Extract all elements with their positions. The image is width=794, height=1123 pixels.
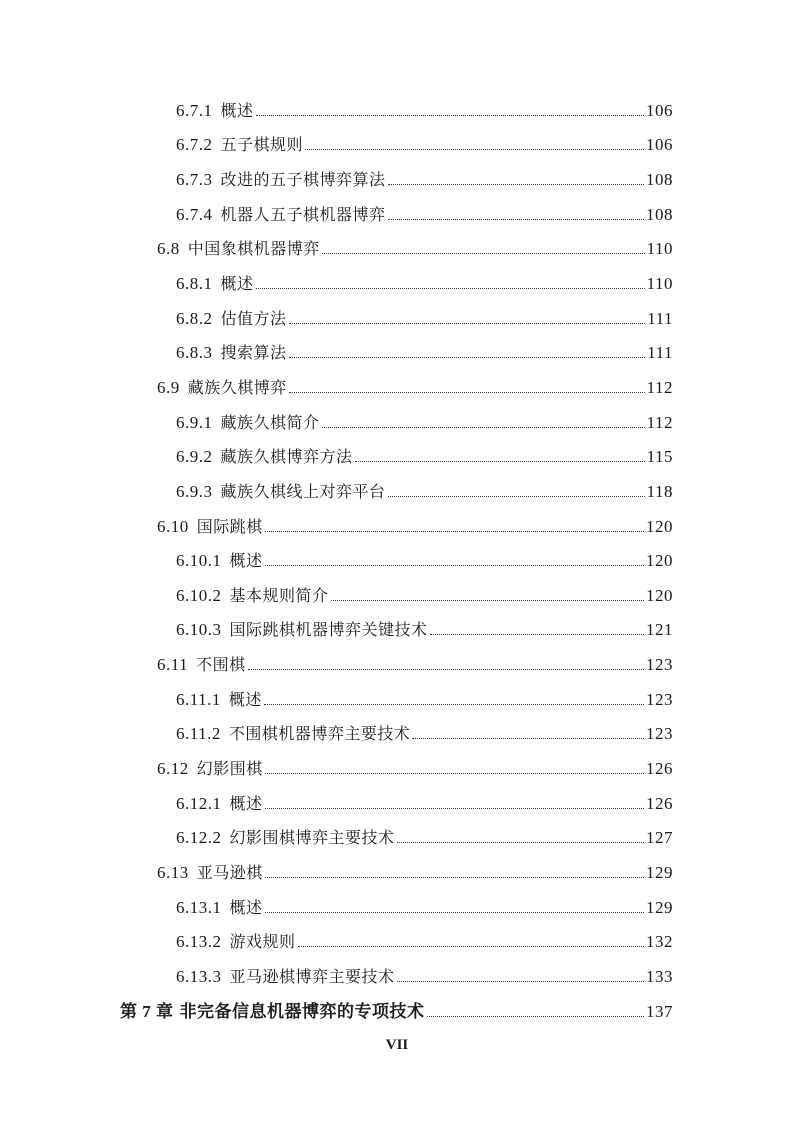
toc-entry-title: 游戏规则	[229, 932, 296, 952]
toc-entry-line	[176, 167, 673, 190]
dot-leader	[427, 1016, 645, 1017]
toc-entry-page: 108	[646, 170, 673, 190]
toc-subsection-entry[interactable]	[0, 542, 794, 577]
toc-entry-number: 6.13.1	[176, 897, 222, 917]
toc-entry-number: 6.9.3	[176, 481, 213, 501]
toc-subsection-entry[interactable]	[0, 923, 794, 958]
toc-entry-line	[176, 202, 673, 225]
toc-entry-page: 120	[646, 516, 673, 536]
toc-subsection-entry[interactable]	[0, 127, 794, 162]
toc-entry-title: 亚马逊棋	[196, 862, 263, 882]
toc-entry-title: 机器人五子棋机器博弈	[220, 204, 386, 224]
toc-entry-line	[176, 306, 673, 329]
toc-entry-line	[176, 410, 673, 433]
toc-section-entry[interactable]	[0, 854, 794, 889]
toc-entry-line	[176, 895, 673, 918]
toc-entry-title: 概述	[229, 897, 263, 917]
dot-leader	[355, 461, 645, 462]
toc-entry-line	[176, 791, 673, 814]
toc-entry-line	[157, 236, 673, 259]
toc-entry-line	[157, 514, 673, 537]
dot-leader	[265, 531, 644, 532]
dot-leader	[388, 496, 645, 497]
toc-subsection-entry[interactable]	[0, 438, 794, 473]
toc-entry-number: 6.8.3	[176, 343, 213, 363]
toc-entry-number: 6.11	[157, 655, 189, 675]
toc-entry-title: 藏族久棋博弈	[187, 377, 287, 397]
toc-entry-number: 6.7.1	[176, 100, 213, 120]
toc-entry-number: 6.8	[157, 239, 180, 259]
toc-entry-line	[157, 375, 673, 398]
toc-entry-page: 129	[646, 862, 673, 882]
toc-subsection-entry[interactable]	[0, 196, 794, 231]
toc-entry-page: 106	[646, 100, 673, 120]
toc-subsection-entry[interactable]	[0, 785, 794, 820]
toc-entry-title: 中国象棋机器博弈	[187, 239, 320, 259]
toc-entry-page: 127	[646, 828, 673, 848]
dot-leader	[265, 773, 644, 774]
toc-entry-page: 123	[646, 724, 673, 744]
toc-entry-number: 6.11.1	[176, 689, 221, 709]
dot-leader	[388, 219, 644, 220]
toc-section-entry[interactable]	[0, 369, 794, 404]
toc-entry-title: 藏族久棋博弈方法	[220, 447, 353, 467]
toc-entry-line	[176, 444, 673, 467]
toc-entry-title: 搜索算法	[220, 343, 287, 363]
toc-entry-line	[176, 687, 673, 710]
dot-leader	[430, 634, 644, 635]
page-number: VII	[385, 1037, 409, 1053]
toc-entry-page: 133	[646, 966, 673, 986]
toc-section-entry[interactable]	[0, 231, 794, 266]
toc-section-entry[interactable]	[0, 646, 794, 681]
toc-entry-line	[176, 583, 673, 606]
toc-entry-title: 概述	[229, 793, 263, 813]
toc-subsection-entry[interactable]	[0, 92, 794, 127]
toc-chapter-entry[interactable]	[0, 993, 794, 1028]
dot-leader	[298, 946, 644, 947]
dot-leader	[256, 288, 645, 289]
toc-entry-title: 改进的五子棋博弈算法	[220, 170, 386, 190]
toc-subsection-entry[interactable]	[0, 265, 794, 300]
dot-leader	[265, 912, 644, 913]
dot-leader	[305, 149, 644, 150]
toc-entry-page: 118	[646, 481, 673, 501]
toc-entry-number: 6.8.2	[176, 308, 213, 328]
toc-entry-number: 6.9	[157, 377, 180, 397]
toc-entry-line	[157, 652, 673, 675]
toc-entry-line	[120, 997, 673, 1022]
toc-entry-title: 非完备信息机器博弈的专项技术	[179, 1002, 425, 1023]
toc-entry-page: 132	[646, 932, 673, 952]
toc-entry-line	[157, 860, 673, 883]
toc-entry-page: 106	[646, 135, 673, 155]
toc-entry-number: 6.7.2	[176, 135, 213, 155]
toc-entry-page: 137	[646, 1002, 673, 1022]
toc-entry-page: 112	[646, 377, 673, 397]
toc-entry-number: 第 7 章	[120, 1002, 174, 1022]
toc-entry-number: 6.13.2	[176, 932, 222, 952]
toc-entry-title: 基本规则简介	[229, 585, 329, 605]
toc-entry-page: 129	[646, 897, 673, 917]
toc-entry-title: 藏族久棋线上对弈平台	[220, 481, 386, 501]
toc-entry-line	[176, 98, 673, 121]
toc-entry-page: 120	[646, 551, 673, 571]
dot-leader	[322, 427, 645, 428]
toc-subsection-entry[interactable]	[0, 473, 794, 508]
table-of-contents	[0, 92, 794, 1027]
toc-entry-page: 123	[646, 655, 673, 675]
toc-entry-title: 国际跳棋	[196, 516, 263, 536]
toc-entry-line	[176, 548, 673, 571]
toc-entry-title: 概述	[229, 551, 263, 571]
toc-entry-number: 6.12	[157, 758, 189, 778]
toc-entry-page: 120	[646, 585, 673, 605]
toc-entry-number: 6.12.2	[176, 828, 222, 848]
dot-leader	[388, 184, 644, 185]
toc-entry-number: 6.11.2	[176, 724, 221, 744]
toc-entry-title: 国际跳棋机器博弈关键技术	[229, 620, 428, 640]
toc-entry-line	[176, 825, 673, 848]
toc-entry-title: 不围棋	[196, 655, 246, 675]
dot-leader	[248, 669, 644, 670]
toc-subsection-entry[interactable]	[0, 334, 794, 369]
dot-leader	[265, 808, 644, 809]
toc-entry-line	[176, 721, 673, 744]
toc-subsection-entry[interactable]	[0, 889, 794, 924]
toc-entry-number: 6.13	[157, 862, 189, 882]
toc-entry-page: 121	[646, 620, 673, 640]
dot-leader	[397, 981, 644, 982]
toc-entry-title: 概述	[220, 100, 254, 120]
toc-entry-number: 6.8.1	[176, 274, 213, 294]
toc-entry-page: 126	[646, 793, 673, 813]
dot-leader	[331, 600, 644, 601]
toc-entry-page: 115	[646, 447, 673, 467]
toc-entry-page: 110	[646, 239, 673, 259]
toc-entry-line	[176, 271, 673, 294]
toc-entry-page: 110	[646, 274, 673, 294]
toc-entry-line	[176, 929, 673, 952]
dot-leader	[397, 842, 644, 843]
toc-subsection-entry[interactable]	[0, 300, 794, 335]
dot-leader	[264, 704, 644, 705]
toc-entry-title: 五子棋规则	[220, 135, 304, 155]
dot-leader	[289, 323, 646, 324]
toc-entry-title: 估值方法	[220, 308, 287, 328]
toc-subsection-entry[interactable]	[0, 958, 794, 993]
toc-entry-number: 6.10.2	[176, 585, 222, 605]
toc-subsection-entry[interactable]	[0, 612, 794, 647]
toc-entry-number: 6.7.4	[176, 204, 213, 224]
toc-entry-line	[176, 340, 673, 363]
toc-entry-title: 幻影围棋	[196, 758, 263, 778]
toc-entry-page: 112	[646, 412, 673, 432]
dot-leader	[412, 738, 644, 739]
toc-subsection-entry[interactable]	[0, 681, 794, 716]
toc-entry-line	[157, 756, 673, 779]
toc-entry-title: 幻影围棋博弈主要技术	[229, 828, 395, 848]
toc-entry-number: 6.9.2	[176, 447, 213, 467]
dot-leader	[265, 565, 644, 566]
toc-entry-line	[176, 132, 673, 155]
toc-subsection-entry[interactable]	[0, 577, 794, 612]
dot-leader	[256, 115, 644, 116]
toc-entry-line	[176, 479, 673, 502]
toc-entry-number: 6.13.3	[176, 966, 222, 986]
toc-entry-line	[176, 964, 673, 987]
toc-subsection-entry[interactable]	[0, 404, 794, 439]
toc-entry-number: 6.10.1	[176, 551, 222, 571]
toc-entry-number: 6.10	[157, 516, 189, 536]
toc-entry-title: 亚马逊棋博弈主要技术	[229, 966, 395, 986]
toc-entry-number: 6.7.3	[176, 170, 213, 190]
toc-entry-title: 概述	[220, 274, 254, 294]
toc-entry-page: 126	[646, 758, 673, 778]
dot-leader	[322, 253, 645, 254]
toc-subsection-entry[interactable]	[0, 716, 794, 751]
dot-leader	[289, 357, 646, 358]
toc-section-entry[interactable]	[0, 508, 794, 543]
toc-entry-title: 藏族久棋简介	[220, 412, 320, 432]
toc-section-entry[interactable]	[0, 750, 794, 785]
toc-entry-page: 111	[647, 343, 673, 363]
toc-entry-title: 不围棋机器博弈主要技术	[228, 724, 411, 744]
toc-subsection-entry[interactable]	[0, 161, 794, 196]
toc-entry-page: 108	[646, 204, 673, 224]
toc-entry-number: 6.9.1	[176, 412, 213, 432]
toc-entry-line	[176, 617, 673, 640]
toc-entry-title: 概述	[228, 689, 262, 709]
toc-entry-number: 6.12.1	[176, 793, 222, 813]
dot-leader	[265, 877, 644, 878]
dot-leader	[289, 392, 645, 393]
toc-subsection-entry[interactable]	[0, 819, 794, 854]
toc-entry-page: 123	[646, 689, 673, 709]
toc-entry-page: 111	[647, 308, 673, 328]
toc-entry-number: 6.10.3	[176, 620, 222, 640]
